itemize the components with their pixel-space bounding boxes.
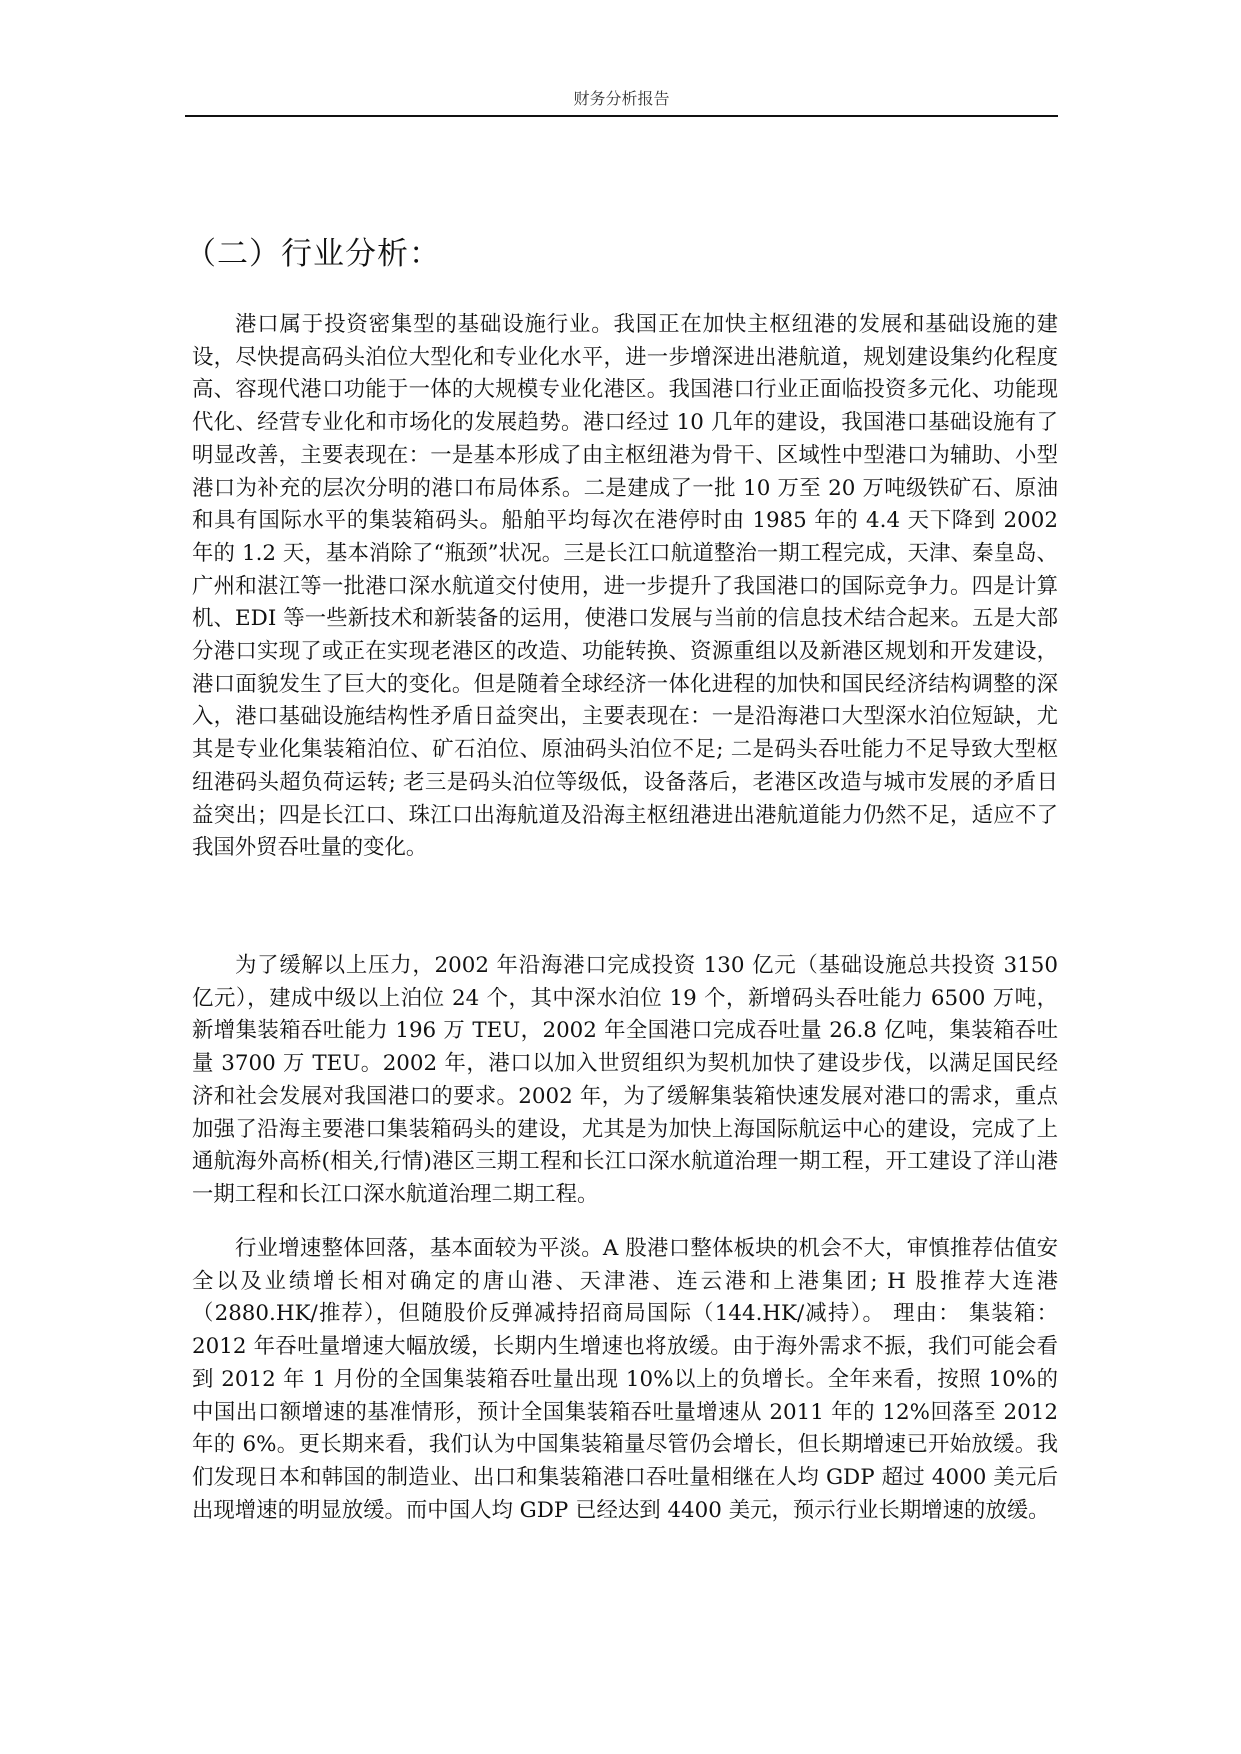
paragraph-3-block [192,1233,1058,1527]
paragraph-1-block [192,309,1058,865]
paragraph-industry-outlook: 行业增速整体回落，基本面较为平淡。A 股港口整体板块的机会不大，审慎推荐估值安全以及业绩增长相对确定的唐山港、天津港、连云港和上港集团; H 股推荐大连港（2880.HK/推荐），但随股价反弹减持招商局国际（144.HK/减持）。 理由： 集装箱：2012 年吞吐量增速大幅放缓，长期内生增速也将放缓。由于海外需求不振，我们可能会看到 2012 年 1 月份的全国集装箱吞吐量出现 10%以上的负增长。全年来看，按照 10%的中国出口额增速的基准情形，预计全国集装箱吞吐量增速从 2011 年的 12%回落至 2012 年的 6%。更长期来看，我们认为中国集装箱量尽管仍会增长，但长期增速已开始放缓。我们发现日本和韩国的制造业、出口和集装箱港口吞吐量相继在人均 GDP 超过 4000 美元后出现增速的明显放缓。而中国人均 GDP 已经达到 4400 美元，预示行业长期增速的放缓。 [192,1236,1058,1523]
paragraph-port-infrastructure: 港口属于投资密集型的基础设施行业。我国正在加快主枢纽港的发展和基础设施的建设，尽快提高码头泊位大型化和专业化水平，进一步增深进出港航道，规划建设集约化程度高、容现代港口功能于一体的大规模专业化港区。我国港口行业正面临投资多元化、功能现代化、经营专业化和市场化的发展趋势。港口经过 10 几年的建设，我国港口基础设施有了明显改善，主要表现在：一是基本形成了由主枢纽港为骨干、区域性中型港口为辅助、小型港口为补充的层次分明的港口布局体系。二是建成了一批 10 万至 20 万吨级铁矿石、原油和具有国际水平的集装箱码头。船舶平均每次在港停时由 1985 年的 4.4 天下降到 2002 年的 1.2 天，基本消除了“瓶颈”状况。三是长江口航道整治一期工程完成，天津、秦皇岛、广州和湛江等一批港口深水航道交付使用，进一步提升了我国港口的国际竞争力。四是计算机、EDI 等一些新技术和新装备的运用，使港口发展与当前的信息技术结合起来。五是大部分港口实现了或正在实现老港区的改造、功能转换、资源重组以及新港区规划和开发建设，港口面貌发生了巨大的变化。但是随着全球经济一体化进程的加快和国民经济结构调整的深入，港口基础设施结构性矛盾日益突出，主要表现在：一是沿海港口大型深水泊位短缺，尤其是专业化集装箱泊位、矿石泊位、原油码头泊位不足; 二是码头吞吐能力不足导致大型枢纽港码头超负荷运转; 老三是码头泊位等级低，设备落后，老港区改造与城市发展的矛盾日益突出；四是长江口、珠江口出海航道及沿海主枢纽港进出港航道能力仍然不足，适应不了我国外贸吞吐量的变化。 [192,312,1058,861]
section-heading: （二）行业分析： [185,236,441,272]
paragraph-investment-2002: 为了缓解以上压力，2002 年沿海港口完成投资 130 亿元（基础设施总共投资 3150 亿元），建成中级以上泊位 24 个，其中深水泊位 19 个，新增码头吞吐能力 6500 万吨，新增集装箱吞吐能力 196 万 TEU，2002 年全国港口完成吞吐量 26.8 亿吨，集装箱吞吐量 3700 万 TEU。2002 年，港口以加入世贸组织为契机加快了建设步伐，以满足国民经济和社会发展对我国港口的要求。2002 年，为了缓解集装箱快速发展对港口的需求，重点加强了沿海主要港口集装箱码头的建设，尤其是为加快上海国际航运中心的建设，完成了上通航海外高桥(相关,行情)港区三期工程和长江口深水航道治理一期工程，开工建设了洋山港一期工程和长江口深水航道治理二期工程。 [192,953,1058,1207]
running-header: 财务分析报告 [573,89,670,108]
paragraph-2-block [192,950,1058,1212]
header-rule [185,115,1058,117]
